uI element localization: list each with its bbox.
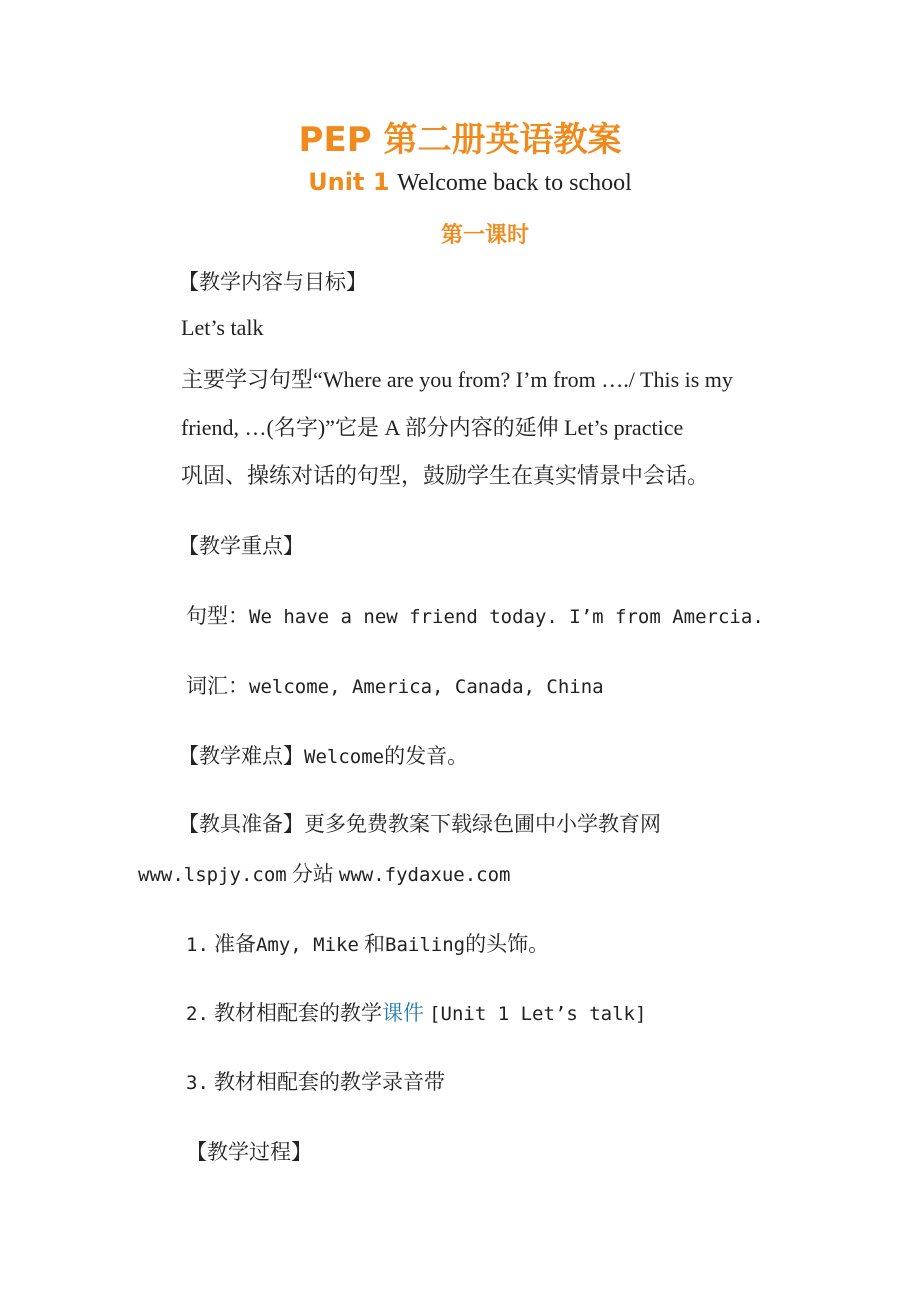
item-text: 教材相配套的教学 bbox=[213, 1001, 382, 1025]
branch-label: 分站 bbox=[291, 862, 334, 886]
tools-promo-text: 更多免费教案下载绿色圃中小学教育网 bbox=[304, 812, 661, 836]
item-number: 1. bbox=[186, 934, 209, 956]
section-heading-goals: 【教学内容与目标】 bbox=[178, 270, 367, 294]
site-link-branch[interactable]: www.fydaxue.com bbox=[338, 864, 511, 886]
unit-label: Unit 1 bbox=[308, 168, 390, 196]
difficulty-word: Welcome bbox=[304, 746, 385, 768]
item-text: [Unit 1 Let’s talk] bbox=[429, 1003, 647, 1025]
item-text: 准备 bbox=[213, 932, 256, 956]
item-text: 教材相配套的教学录音带 bbox=[213, 1070, 445, 1094]
section-heading-tools: 【教具准备】 bbox=[178, 812, 304, 836]
tools-line bbox=[178, 808, 661, 838]
courseware-link[interactable]: 课件 bbox=[381, 1001, 424, 1025]
goals-line-2: friend, …(名字)”它是 A 部分内容的延伸 Let’s practice bbox=[181, 415, 684, 440]
site-link-main[interactable]: www.lspjy.com bbox=[138, 864, 287, 886]
lesson-label: 第一课时 bbox=[440, 223, 529, 248]
difficulty-line bbox=[178, 740, 468, 770]
page-title: PEP 第二册英语教案 bbox=[298, 120, 622, 160]
vocab-text: welcome, America, Canada, China bbox=[249, 676, 604, 698]
item-text: Amy, Mike bbox=[255, 934, 359, 956]
goals-line-1: 主要学习句型“Where are you from? I’m from …./ This is my bbox=[181, 367, 733, 392]
difficulty-text: 的发音。 bbox=[384, 744, 469, 768]
website-line bbox=[138, 858, 511, 888]
item-number: 2. bbox=[186, 1003, 209, 1025]
tools-item-2 bbox=[186, 997, 646, 1027]
sentence-label: 句型： bbox=[186, 604, 249, 628]
vocabulary-line bbox=[186, 670, 604, 700]
tools-item-1 bbox=[186, 928, 549, 958]
item-text: 的头饰。 bbox=[465, 932, 550, 956]
item-text: Bailing bbox=[385, 934, 466, 956]
item-number: 3. bbox=[186, 1072, 209, 1094]
unit-heading bbox=[0, 168, 920, 197]
unit-title: Welcome back to school bbox=[397, 170, 632, 196]
sentence-pattern-line bbox=[186, 600, 764, 630]
section-heading-key-points: 【教学重点】 bbox=[178, 534, 304, 558]
goals-line-3: 巩固、操练对话的句型，鼓励学生在真实情景中会话。 bbox=[181, 463, 710, 488]
section-heading-process: 【教学过程】 bbox=[186, 1140, 312, 1164]
lets-talk-label: Let’s talk bbox=[181, 315, 264, 340]
section-heading-difficulty: 【教学难点】 bbox=[178, 744, 304, 768]
tools-item-3 bbox=[186, 1066, 445, 1096]
vocab-label: 词汇： bbox=[186, 674, 249, 698]
sentence-text: We have a new friend today. I’m from Amercia. bbox=[249, 606, 764, 628]
item-text: 和 bbox=[364, 932, 386, 956]
